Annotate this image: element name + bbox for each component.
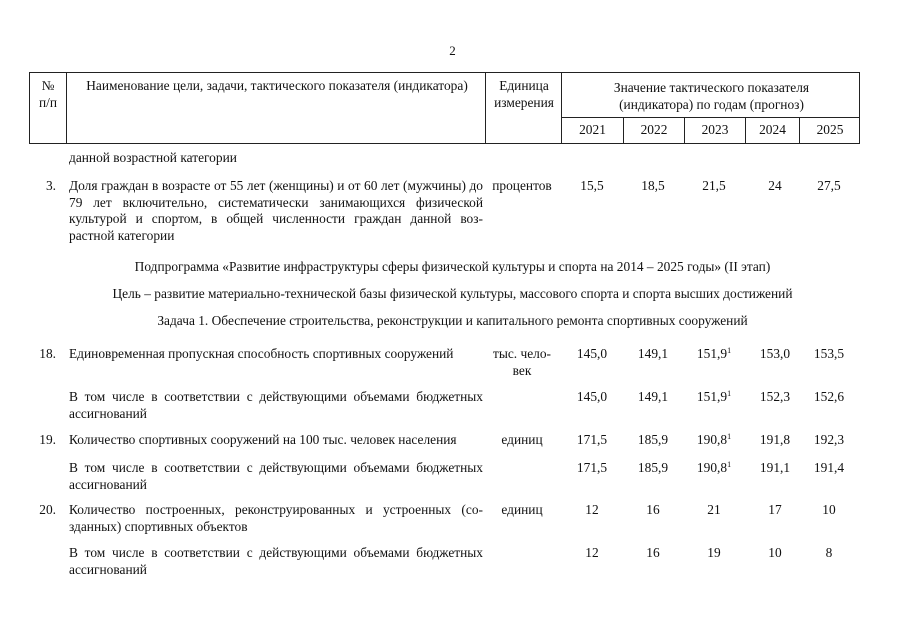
unit-line: тыс. чело-: [492, 346, 551, 361]
value-2021: 145,0: [576, 389, 608, 404]
value-2023: [684, 389, 744, 406]
value-2025: 152,6: [813, 389, 845, 404]
footnote-mark: 1: [727, 346, 732, 355]
task-text: Задача 1. Обеспечение строительства, реконструкции и капитального ремонта спортивных сооружений: [157, 313, 748, 328]
indicator-name: В том числе в соответствии с действующими объемами бюджетных ассигнований: [69, 460, 483, 492]
subprogram-title: Подпрограмма «Развитие инфраструктуры сферы физической культуры и спорта на 2014 – 2025 годы» (II этап): [134, 259, 771, 274]
value-2024: 191,8: [759, 432, 791, 447]
header-unit-line: Единица: [499, 78, 549, 93]
header-unit-line: измерения: [494, 94, 554, 110]
value-2025: 27,5: [817, 178, 841, 193]
value-text: 151,9: [696, 346, 728, 361]
indicator-name: Количество спортивных сооружений на 100 тыс. человек населения: [69, 432, 457, 447]
indicator-name: Количество построенных, реконструированных и устроенных (со-зданных) спортивных объектов: [69, 502, 483, 534]
page-number: 2: [449, 43, 456, 58]
unit: процентов: [492, 178, 552, 193]
year-2022: 2022: [640, 122, 668, 137]
header-number-line: п/п: [38, 94, 58, 110]
indicator-name: В том числе в соответствии с действующими объемами бюджетных ассигнований: [69, 389, 483, 421]
header-number: [30, 78, 66, 111]
value-2022: 16: [646, 545, 660, 560]
value-2023: [684, 346, 744, 363]
indicator-name: В том числе в соответствии с действующими объемами бюджетных ассигнований: [69, 545, 483, 577]
header-name: Наименование цели, задачи, тактического показателя (индикатора): [86, 78, 468, 93]
value-2025: 8: [825, 545, 833, 560]
value-text: 151,9: [696, 389, 728, 404]
footnote-mark: 1: [727, 432, 732, 441]
row-number: 3.: [45, 178, 56, 193]
header-number-line: №: [41, 78, 55, 93]
year-2023: 2023: [701, 122, 729, 137]
value-2025: 191,4: [813, 460, 845, 475]
value-2022: 16: [646, 502, 660, 517]
indicator-name: Доля граждан в возрасте от 55 лет (женщины) и от 60 лет (мужчины) до 79 лет включительно, систематически занимающихся физической культурой и спортом, в общей численности граждан данной воз-растной категории: [69, 178, 483, 243]
value-2022: 18,5: [641, 178, 665, 193]
row-number: 20.: [39, 502, 56, 517]
value-2021: 145,0: [576, 346, 608, 361]
indicator-name: Единовременная пропускная способность спортивных сооружений: [69, 346, 454, 361]
value-2021: 12: [585, 502, 599, 517]
value-2024: 152,3: [759, 389, 791, 404]
row-number: 18.: [39, 346, 56, 361]
row-number: 19.: [39, 432, 56, 447]
value-2024: 10: [768, 545, 782, 560]
unit: единиц: [501, 502, 543, 517]
unit: [486, 346, 558, 379]
year-2025: 2025: [816, 122, 844, 137]
header-values-line: (индикатора) по годам (прогноз): [619, 96, 804, 112]
value-2021: 12: [585, 545, 599, 560]
value-2023: [684, 432, 744, 449]
column-divider: [66, 73, 67, 143]
value-2025: 192,3: [813, 432, 845, 447]
value-2022: 185,9: [637, 432, 669, 447]
value-2022: 149,1: [637, 389, 669, 404]
value-2022: 149,1: [637, 346, 669, 361]
unit-line: век: [512, 362, 532, 378]
footnote-mark: 1: [727, 460, 732, 469]
value-2021: 171,5: [576, 460, 608, 475]
value-2024: 191,1: [759, 460, 791, 475]
value-2024: 153,0: [759, 346, 791, 361]
value-2023: 19: [707, 545, 721, 560]
header-unit: [486, 78, 562, 111]
value-2024: 17: [768, 502, 782, 517]
header-values: [562, 80, 861, 113]
value-2023: 21,5: [702, 178, 726, 193]
footnote-mark: 1: [727, 389, 732, 398]
continuation-text: данной возрастной категории: [69, 150, 237, 165]
header-values-line: Значение тактического показателя: [613, 80, 810, 95]
value-2021: 15,5: [580, 178, 604, 193]
value-text: 190,8: [696, 460, 728, 475]
row-divider: [561, 117, 859, 118]
value-2024: 24: [768, 178, 782, 193]
value-text: 190,8: [696, 432, 728, 447]
table-header: [29, 72, 860, 144]
value-2023: [684, 460, 744, 477]
value-2025: 153,5: [813, 346, 845, 361]
value-2025: 10: [822, 502, 836, 517]
value-2021: 171,5: [576, 432, 608, 447]
goal-text: Цель – развитие материально-технической базы физической культуры, массового спорта и спорта высших достижений: [112, 286, 793, 301]
value-2023: 21: [707, 502, 721, 517]
value-2022: 185,9: [637, 460, 669, 475]
unit: единиц: [501, 432, 543, 447]
year-2024: 2024: [759, 122, 786, 137]
year-2021: 2021: [579, 122, 606, 137]
